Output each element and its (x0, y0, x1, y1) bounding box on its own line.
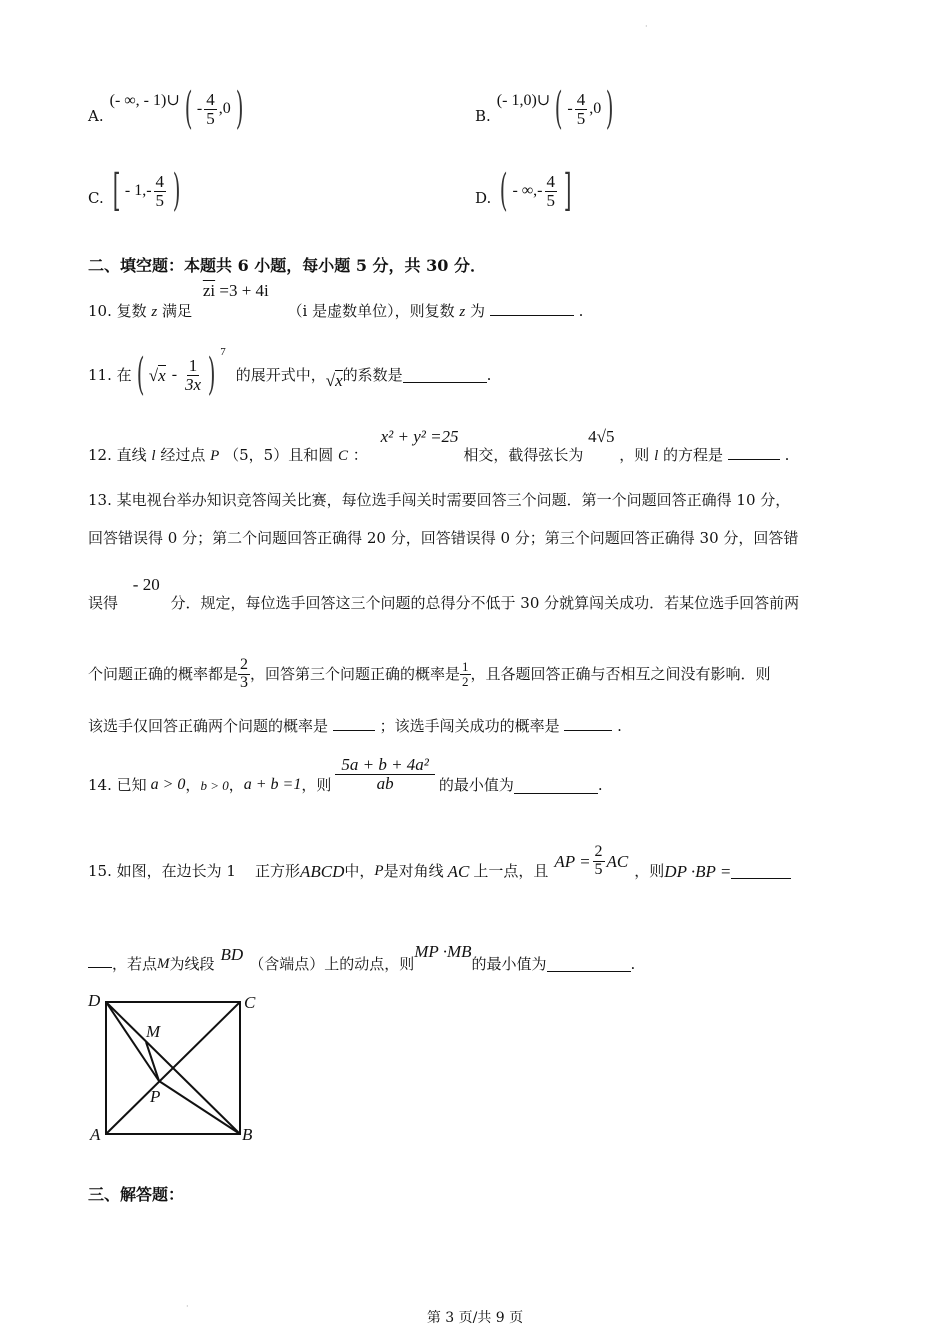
option-b-interval: (- 1,0)∪ (496, 92, 551, 109)
answer-blank[interactable] (547, 971, 631, 972)
fraction (154, 173, 167, 210)
numerator: 4 (546, 171, 555, 191)
option-c (88, 166, 185, 216)
fraction (575, 91, 588, 128)
fraction-2-3 (238, 657, 250, 692)
q10-note: （i 是虚数单位），则复数 (287, 302, 455, 320)
period: . (578, 302, 584, 320)
negative-score: - 20 (132, 575, 160, 594)
var-l: l (151, 448, 156, 464)
numerator: 2 (594, 842, 603, 860)
option-a (88, 84, 248, 134)
q15-text: 中， (344, 861, 375, 880)
square-ABCD: ABCD (300, 861, 345, 881)
q13-text: 误得 (88, 594, 119, 612)
q13-text-3: ，且各题回答正确与否相互之间没有影响．则 (470, 664, 771, 683)
comma: ， (228, 775, 244, 794)
vector-AP: AP = (554, 851, 591, 871)
answer-blank[interactable] (564, 730, 612, 731)
fraction (545, 173, 558, 210)
numerator: 4 (206, 89, 215, 109)
numerator: 5a + b + 4a² (335, 756, 435, 775)
question-10 (88, 282, 583, 322)
dot-product-MP-MB: MP ·MB (414, 941, 472, 961)
sqrt-x: √x (148, 365, 166, 385)
fraction (204, 91, 217, 128)
answer-blank[interactable] (514, 793, 598, 794)
interval-tail: ,0 (589, 100, 602, 117)
label-P: P (150, 1087, 161, 1106)
q13-text-2: 分．规定，每位选手回答这三个问题的总得分不低于 30 分就算闯关成功．若某位选手回答前两 (170, 594, 800, 612)
page-footer: 第 3 页/共 9 页 (426, 1310, 524, 1326)
question-13-line-3 (88, 576, 799, 616)
conj-zi: $\overline{zi}$ (202, 281, 216, 300)
minus-sign: - (567, 100, 573, 117)
segment-DP (106, 1002, 159, 1081)
left-paren: ( (184, 83, 193, 134)
period: . (630, 954, 636, 973)
label-D: D (88, 991, 101, 1010)
q15-text: ，若点 (112, 954, 158, 973)
q11-text: 的展开式中， (235, 365, 326, 384)
q12-text-2: 相交，截得弦长为 (463, 446, 584, 464)
var-x: x (335, 370, 343, 390)
q13-text: 个问题正确的概率都是 (88, 664, 239, 683)
q12-text-3: ，则 (619, 446, 650, 464)
label-M: M (146, 1022, 161, 1041)
q10-prefix: 10. 复数 (88, 302, 147, 320)
fraction-2-5 (593, 844, 605, 879)
scan-dot: · (645, 22, 648, 31)
answer-blank[interactable] (333, 730, 375, 731)
sqrt-x: √x (325, 370, 343, 390)
q15-text-4: ，则 (634, 861, 665, 880)
numerator: 4 (576, 89, 586, 109)
exponent: 7 (220, 346, 226, 358)
denominator: 5 (155, 190, 165, 210)
q14-prefix: 14. 已知 (88, 775, 147, 794)
label-A: A (90, 1125, 101, 1144)
q15-text-2: 是对角线 (383, 861, 444, 880)
q12-text-end: 的方程是 (663, 446, 724, 464)
right-paren: ) (172, 165, 181, 216)
var-z: z (459, 304, 466, 320)
option-d (475, 166, 576, 216)
answer-blank[interactable] (403, 382, 487, 383)
var-l: l (654, 448, 659, 464)
denominator: 5 (206, 108, 215, 128)
right-bracket: ] (563, 165, 572, 216)
answer-blank[interactable] (728, 459, 780, 460)
denominator: 2 (462, 673, 469, 689)
question-15-line-2 (88, 934, 635, 974)
left-paren: ( (499, 165, 508, 216)
period: . (486, 365, 492, 384)
q14-text-end: 的最小值为 (438, 775, 514, 794)
q15-text-2: 为线段 (169, 954, 215, 973)
square-figure (84, 988, 274, 1148)
denominator: 5 (576, 108, 586, 128)
colon: ： (352, 446, 368, 464)
minus-sign: - (171, 366, 178, 383)
fraction (183, 357, 203, 394)
segment-AC: AC (447, 861, 470, 881)
q13-text-2: ，回答第三个问题正确的概率是 (250, 664, 461, 683)
scan-dot: · (186, 1302, 189, 1311)
left-paren: ( (136, 349, 145, 400)
segment-BD: BD (220, 944, 244, 964)
condition-b: b > 0 (200, 777, 229, 793)
numerator: 1 (462, 658, 469, 674)
label-B: B (242, 1125, 253, 1144)
interval-head: - 1,- (124, 182, 152, 199)
numerator: 2 (240, 655, 249, 673)
q15-text-3: 上一点，且 (473, 861, 549, 880)
numerator: 4 (155, 171, 165, 191)
denominator: 5 (594, 860, 603, 878)
q12-prefix: 12. 直线 (88, 446, 147, 464)
denominator: ab (376, 773, 394, 793)
numerator: 1 (188, 355, 198, 375)
question-11 (88, 345, 491, 405)
option-b-label: B. (475, 106, 491, 125)
right-paren: ) (207, 349, 216, 400)
vector-AC: AC (606, 851, 629, 871)
label-C: C (244, 993, 256, 1012)
chord-length: 4√5 (588, 427, 615, 446)
question-13-line-1: 13. 某电视台举办知识竞答闯关比赛，每位选手闯关时需要回答三个问题．第一个问题回答正确得 10 分， (88, 491, 791, 509)
section-3-heading: 三、解答题： (88, 1185, 185, 1204)
q11-text-end: 的系数是 (342, 365, 403, 384)
right-paren: ) (235, 83, 244, 134)
q12-text: 经过点 (160, 446, 206, 464)
q14-text: ，则 (301, 775, 332, 794)
question-15-line-1 (88, 838, 791, 884)
option-d-label: D. (475, 188, 492, 207)
var-P: P (210, 448, 220, 464)
q10-text: 满足 (162, 302, 193, 320)
period: . (784, 446, 790, 464)
question-13-line-2: 回答错误得 0 分；第二个问题回答正确得 20 分，回答错误得 0 分；第三个问题回答正确得 30 分，回答错 (88, 529, 799, 547)
right-paren: ) (605, 83, 614, 134)
interval-tail: ,0 (218, 100, 231, 117)
left-paren: ( (554, 83, 563, 134)
var-z: z (151, 304, 158, 320)
section-2-heading: 二、填空题：本题共 6 小题，每小题 5 分，共 30 分． (88, 256, 486, 275)
q13-text: 该选手仅回答正确两个问题的概率是 (88, 717, 329, 735)
question-13-line-5 (88, 719, 622, 734)
period: . (597, 775, 603, 794)
comma: ， (185, 775, 201, 794)
q13-text-2: ；该选手闯关成功的概率是 (379, 717, 560, 735)
answer-blank[interactable] (731, 878, 791, 879)
minus-sign: - (196, 100, 203, 117)
segment-PB (159, 1081, 240, 1134)
q12-point: （5，5）且和圆 (224, 446, 334, 464)
var-C: C (337, 448, 348, 464)
condition-a: a > 0 (150, 776, 186, 793)
option-a-interval: (- ∞, - 1)∪ (109, 92, 180, 109)
denominator: 3x (185, 374, 202, 394)
answer-blank[interactable] (490, 315, 574, 316)
question-13-line-4 (88, 652, 771, 696)
dot-product-DP-BP: DP ·BP = (664, 861, 732, 881)
option-c-label: C. (88, 188, 104, 207)
condition-sum: a + b =1 (243, 776, 302, 793)
q11-prefix: 11. 在 (88, 365, 132, 384)
denominator: 5 (546, 190, 555, 210)
q15-text-3: （含端点）上的动点，则 (249, 954, 415, 973)
option-a-label: A. (88, 106, 104, 125)
eq-right: =3 + 4i (219, 281, 269, 300)
question-12 (88, 428, 789, 464)
answer-blank-continued[interactable] (88, 967, 112, 968)
fraction-expression (335, 756, 435, 793)
left-bracket: [ (112, 165, 121, 216)
interval-head: - ∞,- (512, 182, 543, 199)
equation-zi (203, 281, 269, 300)
question-14 (88, 750, 603, 798)
option-b (475, 84, 618, 134)
q10-text-end: 为 (470, 302, 486, 320)
denominator: 3 (240, 673, 249, 691)
var-x: x (158, 365, 166, 385)
q15-text-end: 的最小值为 (471, 954, 547, 973)
var-M: M (157, 955, 170, 972)
circle-equation: x² + y² =25 (380, 427, 459, 446)
q15-prefix: 15. 如图，在边长为 1 正方形 (88, 861, 301, 880)
period: . (617, 717, 622, 735)
var-P: P (374, 862, 384, 879)
fraction-1-2 (460, 660, 471, 688)
